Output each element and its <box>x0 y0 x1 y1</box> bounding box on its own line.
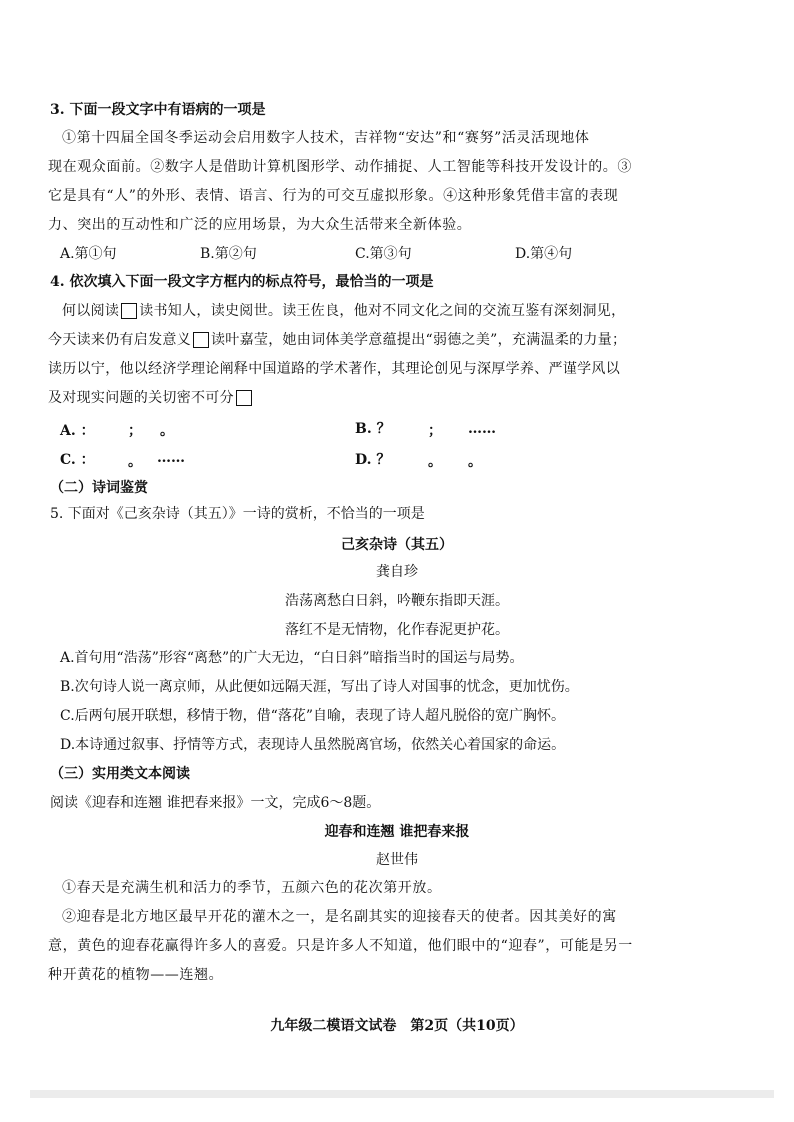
q4-passage-line-2 <box>48 330 626 350</box>
poem-author: 龚自珍 <box>376 564 418 580</box>
q4-option-d-2: 。 <box>428 454 442 470</box>
q3-option-d: D.第④句 <box>515 246 573 262</box>
q3-option-c: C.第③句 <box>355 246 412 262</box>
q5-stem: 5. 下面对《己亥杂诗（其五）》一诗的赏析，不恰当的一项是 <box>50 506 425 522</box>
reading-instruction: 阅读《迎春和连翘 谁把春来报》一文，完成6～8题。 <box>50 795 381 811</box>
poem-title: 己亥杂诗（其五） <box>341 537 453 553</box>
q3-option-b: B.第②句 <box>200 246 257 262</box>
q4-option-b-1: B. ？ <box>355 421 391 437</box>
poem-line-1: 浩荡离愁白日斜，吟鞭东指即天涯。 <box>285 593 509 609</box>
q3-stem: 3. 下面一段文字中有语病的一项是 <box>50 102 266 118</box>
q4-line2-start: 今天读来仍有启发意义 <box>48 332 191 348</box>
q5-option-c: C.后两句展开联想，移情于物，借“落花”自喻，表现了诗人超凡脱俗的宽广胸怀。 <box>60 708 565 724</box>
q4-option-b-2: ； <box>428 423 442 439</box>
q3-passage-line-3: 它是具有“人”的外形、表情、语言、行为的可交互虚拟形象。④这种形象凭借丰富的表现 <box>48 188 619 204</box>
q4-passage-line-4 <box>48 388 254 408</box>
article-author: 赵世伟 <box>376 852 418 868</box>
q4-option-c-3: …… <box>157 450 185 466</box>
q4-line1-rest: 读书知人，读史阅世。读王佐良，他对不同文化之间的交流互鉴有深刻洞见， <box>139 303 626 319</box>
q4-option-a-1: A. ： <box>60 423 95 439</box>
q4-option-d-1: D. ？ <box>355 452 391 468</box>
q4-option-a-2: ； <box>128 423 142 439</box>
punctuation-blank-3 <box>236 390 252 406</box>
article-paragraph-1: ①春天是充满生机和活力的季节，五颜六色的花次第开放。 <box>62 880 442 896</box>
q4-passage-line-1 <box>62 301 625 321</box>
page-footer: 九年级二模语文试卷 第2页（共10页） <box>270 1018 524 1034</box>
q3-passage-line-1: ①第十四届全国冬季运动会启用数字人技术，吉祥物“安达”和“赛努”活灵活现地体 <box>62 130 590 146</box>
q4-option-b-3: …… <box>468 421 496 437</box>
q4-option-a-3: 。 <box>160 423 174 439</box>
q4-option-d-3: 。 <box>468 454 482 470</box>
q4-line1-start: 何以阅读 <box>62 303 120 319</box>
q4-option-c-1: C. ： <box>60 452 95 468</box>
q4-line2-rest: 读叶嘉莹，她由词体美学意蕴提出“弱德之美”，充满温柔的力量； <box>211 332 627 348</box>
q5-option-a: A.首句用“浩荡”形容“离愁”的广大无边，“白日斜”暗指当时的国运与局势。 <box>60 650 524 666</box>
poem-line-2: 落红不是无情物，化作春泥更护花。 <box>285 622 509 638</box>
q5-option-b: B.次句诗人说一离京师，从此便如远隔天涯，写出了诗人对国事的忧念，更加忧伤。 <box>60 679 579 695</box>
bottom-divider <box>30 1090 774 1098</box>
section-heading-practical: （三）实用类文本阅读 <box>50 766 190 782</box>
punctuation-blank-2 <box>193 332 209 348</box>
q4-stem: 4. 依次填入下面一段文字方框内的标点符号，最恰当的一项是 <box>50 274 434 290</box>
q5-option-d: D.本诗通过叙事、抒情等方式，表现诗人虽然脱离官场，依然关心着国家的命运。 <box>60 737 566 753</box>
article-paragraph-2-line-2: 意，黄色的迎春花赢得许多人的喜爱。只是许多人不知道，他们眼中的“迎春”，可能是另一 <box>48 938 633 954</box>
article-paragraph-2-line-3: 种开黄花的植物——连翘。 <box>48 967 224 983</box>
q3-option-a: A.第①句 <box>60 246 117 262</box>
q4-option-c-2: 。 <box>128 454 142 470</box>
punctuation-blank-1 <box>121 303 137 319</box>
article-title: 迎春和连翘 谁把春来报 <box>324 824 470 840</box>
article-paragraph-2-line-1: ②迎春是北方地区最早开花的灌木之一，是名副其实的迎接春天的使者。因其美好的寓 <box>62 909 617 925</box>
section-heading-poetry: （二）诗词鉴赏 <box>50 480 148 496</box>
q4-line4-text: 及对现实问题的关切密不可分 <box>48 390 234 406</box>
q3-passage-line-2: 现在观众面前。②数字人是借助计算机图形学、动作捕捉、人工智能等科技开发设计的。③ <box>48 159 632 175</box>
q3-passage-line-4: 力、突出的互动性和广泛的应用场景，为大众生活带来全新体验。 <box>48 217 472 233</box>
q4-passage-line-3: 读历以宁，他以经济学理论阐释中国道路的学术著作，其理论创见与深厚学养、严谨学风以 <box>48 361 620 377</box>
